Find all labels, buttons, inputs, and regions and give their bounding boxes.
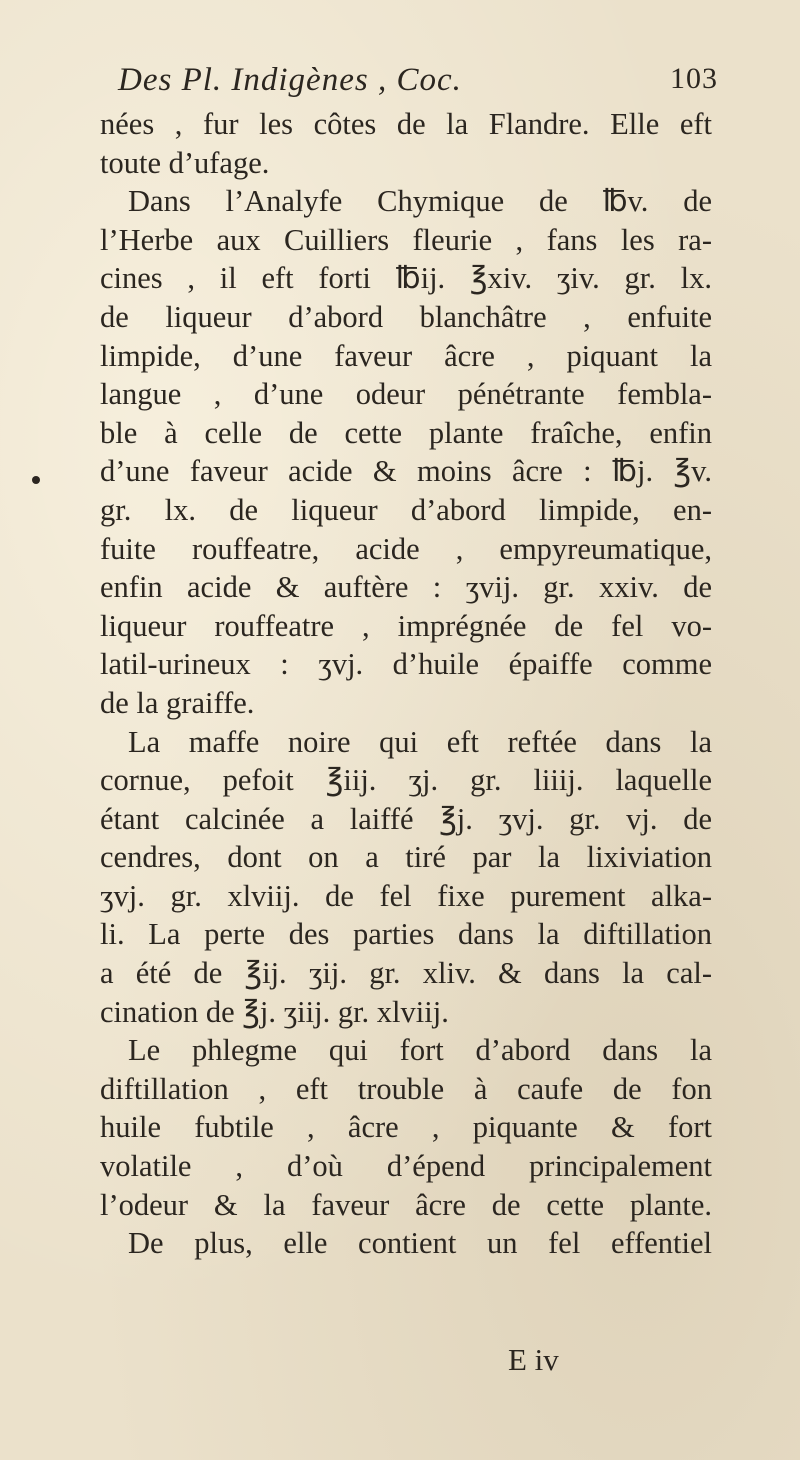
- text-line: étant calcinée a laiffé ℥j. ʒvj. gr. vj. de: [100, 801, 712, 836]
- text-line: ble à celle de cette plante fraîche, enfin: [100, 415, 712, 450]
- text-line: La maffe noire qui eft reftée dans la: [128, 724, 712, 759]
- text-line: l’odeur & la faveur âcre de cette plante.: [100, 1187, 712, 1222]
- text-line: toute d’ufage.: [100, 145, 270, 180]
- text-line: d’une faveur acide & moins âcre : ℔j. ℥v.: [100, 454, 712, 489]
- text-line: ʒvj. gr. xlviij. de fel fixe purement alka-: [100, 878, 712, 913]
- text-line: cines , il eft forti ℔ij. ℥xiv. ʒiv. gr. lx.: [100, 261, 712, 296]
- margin-dot: [32, 476, 40, 484]
- text-line: Dans l’Analyfe Chymique de ℔v. de: [128, 184, 712, 219]
- text-line: cination de ℥j. ʒiij. gr. xlviij.: [100, 994, 449, 1029]
- text-line: cornue, pefoit ℥iij. ʒj. gr. liiij. laquelle: [100, 763, 712, 798]
- text-line: enfin acide & auftère : ʒvij. gr. xxiv. de: [100, 570, 712, 605]
- text-line: fuite rouffeatre, acide , empyreumatique,: [100, 531, 712, 566]
- page-number: 103: [670, 62, 718, 95]
- text-line: Le phlegme qui fort d’abord dans la: [128, 1033, 712, 1068]
- text-line: cendres, dont on a tiré par la lixiviation: [100, 840, 712, 875]
- text-line: liqueur rouffeatre , imprégnée de fel vo-: [100, 608, 712, 643]
- text-line: latil-urineux : ʒvj. d’huile épaiffe comme: [100, 647, 712, 682]
- signature-mark: E iv: [508, 1342, 559, 1377]
- text-line: limpide, d’une faveur âcre , piquant la: [100, 338, 712, 373]
- text-line: de liqueur d’abord blanchâtre , enfuite: [100, 299, 712, 334]
- text-line: huile fubtile , âcre , piquante & fort: [100, 1110, 712, 1145]
- text-line: langue , d’une odeur pénétrante fembla-: [100, 377, 712, 412]
- body-text: [100, 105, 712, 1263]
- text-line: a été de ℥ij. ʒij. gr. xliv. & dans la cal-: [100, 956, 712, 991]
- text-line: nées , fur les côtes de la Flandre. Elle eft: [100, 107, 712, 141]
- text-line: gr. lx. de liqueur d’abord limpide, en-: [100, 492, 712, 527]
- text-line: l’Herbe aux Cuilliers fleurie , fans les ra-: [100, 222, 712, 257]
- text-line: De plus, elle contient un fel effentiel: [128, 1226, 712, 1261]
- text-line: li. La perte des parties dans la diftillation: [100, 917, 712, 952]
- running-header: [118, 62, 718, 106]
- running-title: Des Pl. Indigènes , Coc.: [118, 62, 462, 98]
- text-line: de la graiffe.: [100, 685, 255, 720]
- text-line: volatile , d’où d’épend principalement: [100, 1149, 712, 1184]
- text-line: diftillation , eft trouble à caufe de fon: [100, 1071, 712, 1106]
